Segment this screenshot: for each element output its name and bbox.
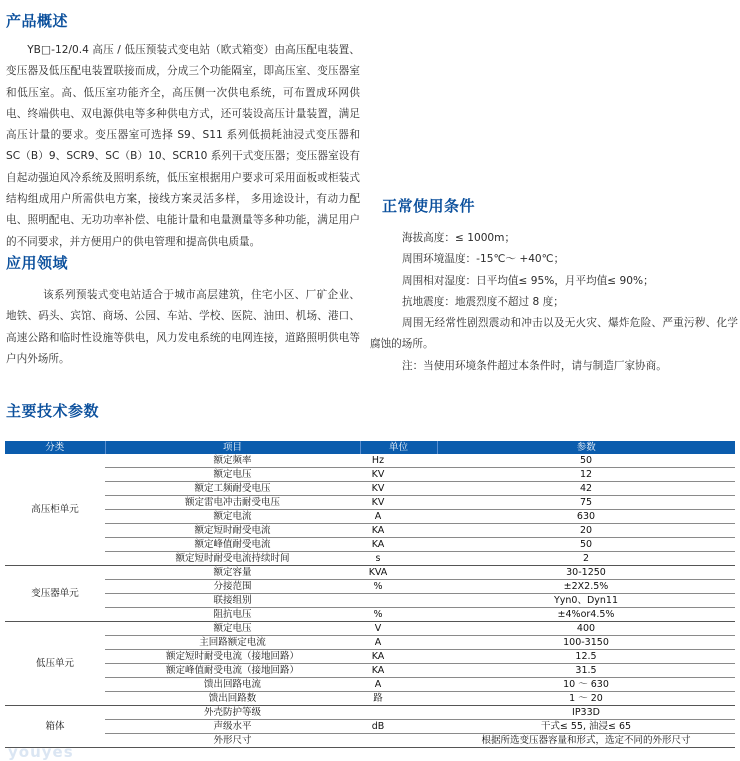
unit-cell: [360, 678, 437, 692]
condition-item: 周围环境温度：-15℃～ +40℃；: [402, 253, 565, 266]
unit-cell: [360, 636, 437, 650]
value-cell: IP33D: [437, 706, 735, 720]
unit-cell: [360, 692, 437, 706]
category-cell: 箱体: [5, 706, 105, 748]
value-cell: 630: [437, 510, 735, 524]
item-cell: 额定工频耐受电压: [105, 482, 360, 496]
value-cell: ±2X2.5%: [437, 580, 735, 594]
value-cell: 20: [437, 524, 735, 538]
value-cell: 75: [437, 496, 735, 510]
item-cell: 馈出回路数: [105, 692, 360, 706]
unit-cell: [360, 482, 437, 496]
table-row: [5, 650, 735, 664]
overview-heading: 产品概述: [6, 12, 69, 30]
value-cell: 干式≤ 55, 油浸≤ 65: [437, 720, 735, 734]
unit-text: 路: [373, 693, 383, 704]
unit-cell: [360, 510, 437, 524]
spec-table-header: [5, 441, 735, 454]
table-row: [5, 454, 735, 468]
value-cell: 12.5: [437, 650, 735, 664]
item-cell: 馈出回路电流: [105, 678, 360, 692]
condition-note: 注：当使用环境条件超过本条件时，请与制造厂家协商。: [402, 359, 667, 372]
table-row: [5, 734, 735, 748]
application-text: 该系列预装式变电站适合于城市高层建筑，住宅小区、厂矿企业、地铁、码头、宾馆、商场、公园、车站、学校、医院、油田、机场、港口、高速公路和临时性设施等供电，风力发电系统的电网连接，道路照明供电等户内外场所。: [6, 289, 360, 365]
unit-cell: [360, 734, 437, 748]
unit-text: KA: [371, 651, 385, 662]
item-cell: 额定频率: [105, 454, 360, 468]
unit-cell: [360, 622, 437, 636]
unit-cell: [360, 566, 437, 580]
unit-text: KVA: [368, 567, 388, 578]
unit-text: A: [374, 637, 382, 648]
unit-cell: [360, 538, 437, 552]
unit-cell: [360, 468, 437, 482]
overview-paragraph: [6, 40, 360, 253]
value-cell: 12: [437, 468, 735, 482]
overview-text: YB□-12/0.4 高压 / 低压预装式变电站（欧式箱变）由高压配电装置、变压器及低压配电装置联接而成，分成三个功能隔室，即高压室、变压器室和低压室。高、低压室功能齐全，高压侧一次供电系统，可布置成环网供电、终端供电、双电源供电等多种供电方式，还可装设高压计量装置，满足高压计量的要求。变压器室可选择 S9、S11 系列低损耗油浸式变压器和 SC（B）9、SCR9、SC（B）10、SCR10 系列干式变压器；变压器室设有自起动强迫风冷系统及照明系统，低压室根据用户要求可采用面板或柜装式结构组成用户所需供电方案，接线方案灵活多样， 多用途设计，有动力配电、照明配电、无功功率补偿、电能计量和电量测量等多种功能，满足用户的不同要求，并方便用户的供电管理和提高供电质量。: [6, 44, 360, 248]
value-cell: 1 ～ 20: [437, 692, 735, 706]
table-row: [5, 608, 735, 622]
table-row: [5, 622, 735, 636]
item-cell: 额定电流: [105, 510, 360, 524]
item-cell: 外壳防护等级: [105, 706, 360, 720]
table-row: [5, 566, 735, 580]
unit-cell: [360, 454, 437, 468]
unit-text: s: [375, 553, 381, 564]
table-row: [5, 636, 735, 650]
watermark: youyes: [8, 743, 74, 761]
item-cell: 声级水平: [105, 720, 360, 734]
category-cell: 变压器单元: [5, 566, 105, 622]
item-cell: 额定峰值耐受电流: [105, 538, 360, 552]
table-row: [5, 468, 735, 482]
unit-cell: [360, 720, 437, 734]
item-cell: 外形尺寸: [105, 734, 360, 748]
header-item: 项目: [105, 441, 360, 454]
table-row: [5, 552, 735, 566]
table-row: [5, 524, 735, 538]
item-cell: 额定雷电冲击耐受电压: [105, 496, 360, 510]
item-cell: 额定短时耐受电流（接地回路）: [105, 650, 360, 664]
item-cell: 额定短时耐受电流持续时间: [105, 552, 360, 566]
unit-text: dB: [371, 721, 385, 732]
unit-text: A: [374, 511, 382, 522]
table-row: [5, 496, 735, 510]
value-cell: 10 ～ 630: [437, 678, 735, 692]
unit-cell: [360, 608, 437, 622]
header-category: 分类: [5, 441, 105, 454]
value-cell: 2: [437, 552, 735, 566]
table-row: [5, 678, 735, 692]
unit-cell: [360, 524, 437, 538]
unit-cell: [360, 706, 437, 720]
item-cell: 额定容量: [105, 566, 360, 580]
value-cell: 100-3150: [437, 636, 735, 650]
item-cell: 联接组别: [105, 594, 360, 608]
value-cell: 30-1250: [437, 566, 735, 580]
value-cell: 50: [437, 454, 735, 468]
unit-cell: [360, 594, 437, 608]
unit-text: KV: [371, 469, 385, 480]
condition-item: 抗地震度：地震烈度不超过 8 度；: [402, 295, 564, 308]
unit-text: KV: [371, 483, 385, 494]
category-cell: 高压柜单元: [5, 454, 105, 566]
spec-table-body: [5, 454, 735, 748]
application-heading: 应用领域: [6, 254, 69, 272]
header-unit: 单位: [360, 441, 437, 454]
table-row: [5, 482, 735, 496]
unit-cell: [360, 552, 437, 566]
item-cell: 额定峰值耐受电流（接地回路）: [105, 664, 360, 678]
table-row: [5, 664, 735, 678]
unit-text: KV: [371, 497, 385, 508]
unit-text: KA: [371, 525, 385, 536]
table-row: [5, 594, 735, 608]
application-paragraph: [6, 285, 360, 370]
unit-text: KA: [371, 665, 385, 676]
header-value: 参数: [437, 441, 735, 454]
table-row: [5, 720, 735, 734]
item-cell: 主回路额定电流: [105, 636, 360, 650]
condition-item: 周围无经常性剧烈震动和冲击以及无火灾、爆炸危险、严重污秽、化学腐蚀的场所。: [370, 317, 738, 351]
item-cell: 额定电压: [105, 622, 360, 636]
value-cell: 400: [437, 622, 735, 636]
unit-cell: [360, 664, 437, 678]
item-cell: 分接范围: [105, 580, 360, 594]
table-row: [5, 706, 735, 720]
item-cell: 阻抗电压: [105, 608, 360, 622]
conditions-list: [370, 228, 738, 377]
condition-item: 周围相对湿度：日平均值≤ 95%，月平均值≤ 90%；: [402, 274, 654, 287]
table-row: [5, 538, 735, 552]
unit-text: A: [374, 679, 382, 690]
conditions-heading: 正常使用条件: [382, 197, 476, 215]
value-cell: Yyn0、Dyn11: [437, 594, 735, 608]
spec-table: [5, 441, 735, 748]
item-cell: 额定电压: [105, 468, 360, 482]
table-row: [5, 510, 735, 524]
value-cell: ±4%or4.5%: [437, 608, 735, 622]
item-cell: 额定短时耐受电流: [105, 524, 360, 538]
category-cell: 低压单元: [5, 622, 105, 706]
unit-cell: [360, 580, 437, 594]
value-cell: 根据所选变压器容量和形式，选定不同的外形尺寸: [437, 734, 735, 748]
specs-heading: 主要技术参数: [6, 402, 100, 420]
table-row: [5, 580, 735, 594]
unit-cell: [360, 650, 437, 664]
unit-cell: [360, 496, 437, 510]
value-cell: 31.5: [437, 664, 735, 678]
unit-text: V: [374, 623, 382, 634]
value-cell: 50: [437, 538, 735, 552]
table-row: [5, 692, 735, 706]
unit-text: %: [373, 581, 383, 592]
unit-text: KA: [371, 539, 385, 550]
unit-text: %: [373, 609, 383, 620]
value-cell: 42: [437, 482, 735, 496]
condition-item: 海拔高度：≤ 1000m；: [402, 232, 516, 244]
unit-text: Hz: [371, 455, 385, 466]
